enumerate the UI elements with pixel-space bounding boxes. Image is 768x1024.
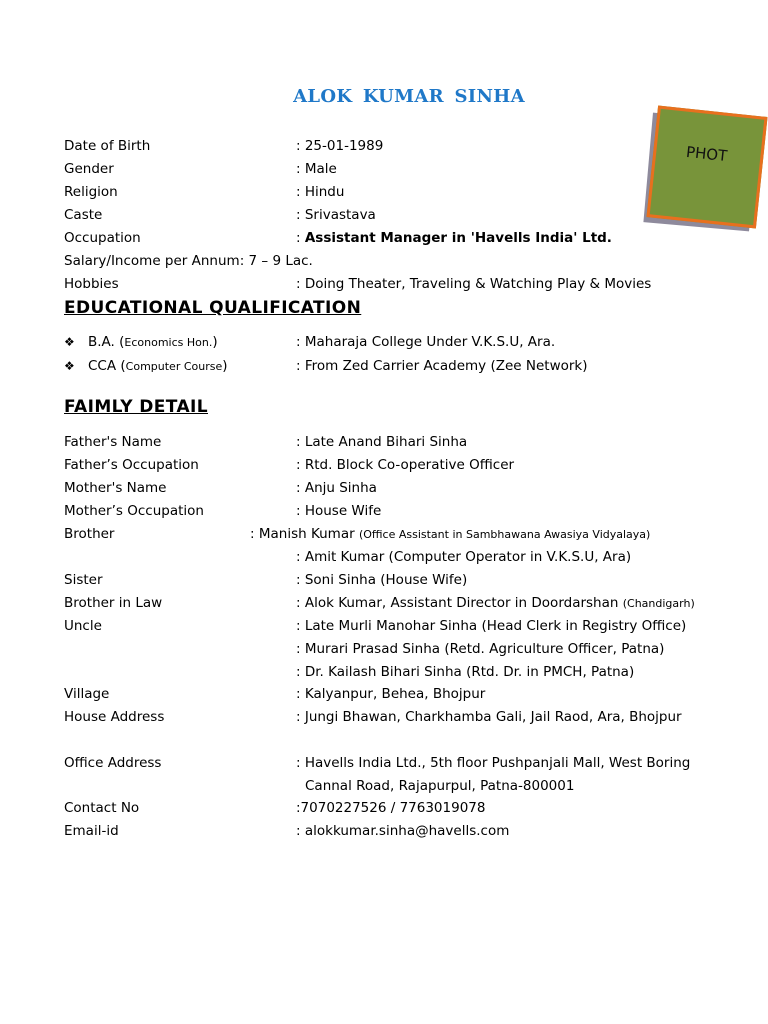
detail-value: : Srivastava <box>296 207 376 223</box>
value-prefix: : <box>296 230 305 246</box>
detail-value <box>296 230 612 247</box>
detail-label: Gender <box>64 161 114 177</box>
detail-row-salary <box>64 253 313 270</box>
detail-value: : Doing Theater, Traveling & Watching Play & Movies <box>296 276 652 292</box>
detail-label: Religion <box>64 184 118 200</box>
diamond-bullet-icon: ❖ <box>64 359 75 373</box>
detail-value: : Hindu <box>296 184 345 200</box>
detail-label: Salary/Income per Annum <box>64 253 240 269</box>
detail-value: : 7 – 9 Lac. <box>239 253 313 269</box>
education-label: B.A. (Economics Hon.) <box>88 334 218 350</box>
education-label: CCA (Computer Course) <box>88 358 228 374</box>
candidate-name: ALOK KUMAR SINHA <box>293 86 525 107</box>
detail-value: : 25-01-1989 <box>296 138 384 154</box>
photo-label: PHOT <box>685 142 729 166</box>
education-heading: EDUCATIONAL QUALIFICATION <box>64 298 362 318</box>
photo-placeholder <box>638 103 768 248</box>
detail-value: : Male <box>296 161 337 177</box>
diamond-bullet-icon: ❖ <box>64 335 75 349</box>
education-value: : Maharaja College Under V.K.S.U, Ara. <box>296 334 556 350</box>
family-heading: FAIMLY DETAIL <box>64 397 208 417</box>
detail-label: Hobbies <box>64 276 119 292</box>
occupation-value: Assistant Manager in 'Havells India' Ltd. <box>304 230 612 246</box>
photo-frame <box>646 106 767 229</box>
education-value: : From Zed Carrier Academy (Zee Network) <box>296 358 588 374</box>
detail-label: Date of Birth <box>64 138 151 154</box>
detail-label: Occupation <box>64 230 141 246</box>
detail-label: Caste <box>64 207 103 223</box>
